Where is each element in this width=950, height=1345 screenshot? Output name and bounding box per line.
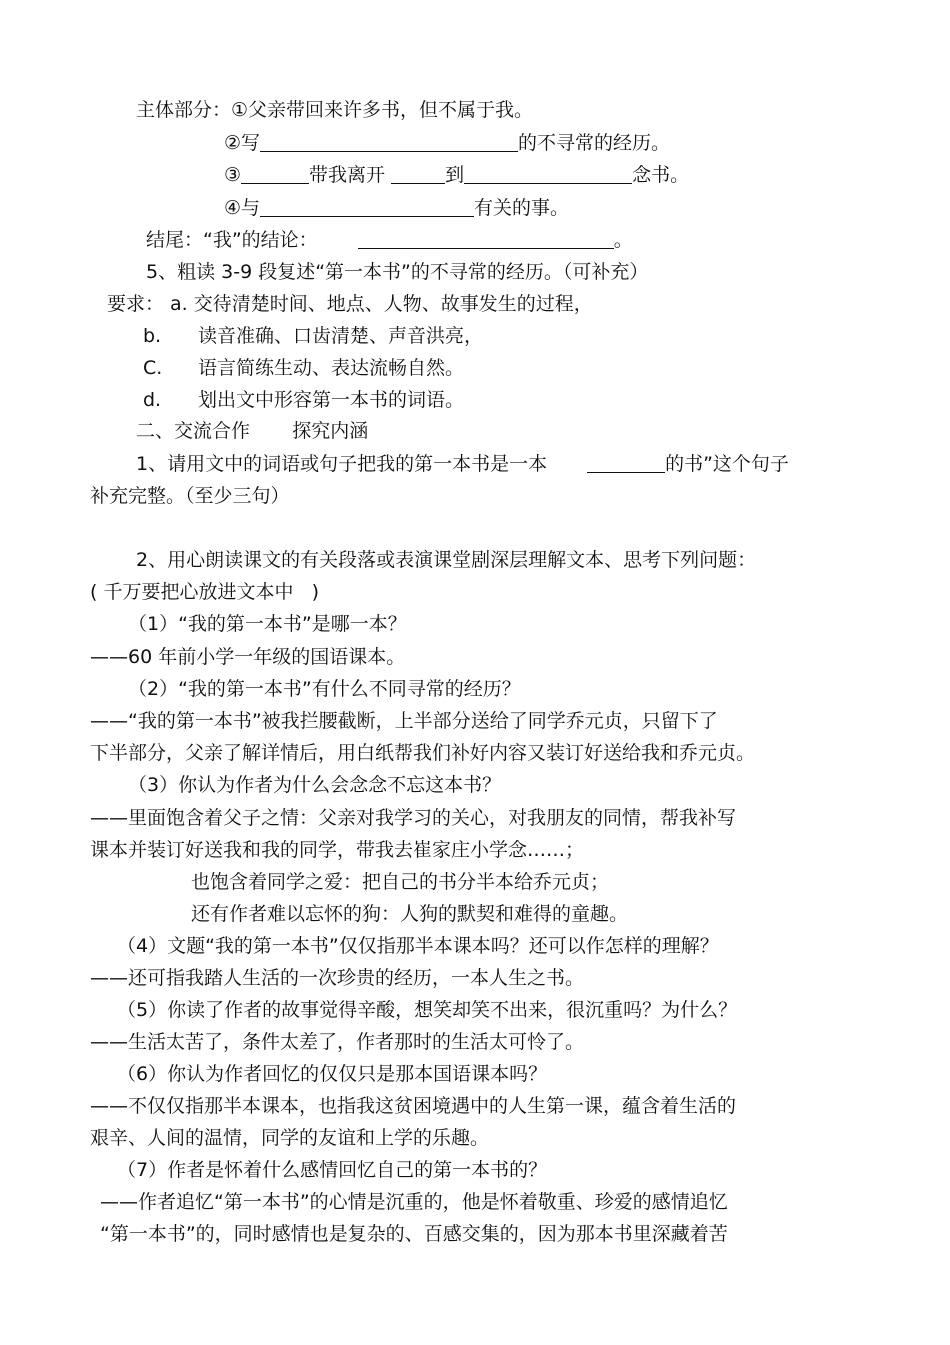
answer-2-line-2: 下半部分，父亲了解详情后，用白纸帮我们补好内容又装订好送给我和乔元贞。 <box>90 742 756 764</box>
answer-6-line-1: ——不仅仅指那半本课本，也指我这贫困境遇中的人生第一课，蕴含着生活的 <box>90 1095 737 1117</box>
question-1-line <box>136 452 789 476</box>
fill-blank <box>464 165 632 184</box>
item-4-line <box>224 196 569 220</box>
requirement-c <box>143 356 464 380</box>
item-3-suffix: 念书。 <box>632 164 690 186</box>
requirement-b-text: 读音准确、口齿清楚、声音洪亮， <box>198 325 484 347</box>
answer-1: ——60 年前小学一年级的国语课本。 <box>90 646 406 668</box>
question-2-line-1: 2、用心朗读课文的有关段落或表演课堂剧深层理解文本、思考下列问题： <box>136 549 757 571</box>
question-1-prefix: 1、请用文中的词语或句子把我的第一本书是一本 <box>136 453 548 475</box>
answer-3-line-2: 课本并装订好送我和我的同学，带我去崔家庄小学念……； <box>90 839 585 861</box>
requirement-c-text: 语言简练生动、表达流畅自然。 <box>198 357 465 379</box>
sub-question-1: （1）“我的第一本书”是哪一本？ <box>128 613 407 635</box>
answer-5: ——生活太苦了，条件太差了，作者那时的生活太可怜了。 <box>90 1031 585 1053</box>
item-3-prefix: ③ <box>224 164 242 186</box>
question-2-line-2: ( 千万要把心放进文本中 ) <box>90 581 319 603</box>
fill-blank <box>260 133 518 152</box>
question-1-continued: 补充完整。（至少三句） <box>90 485 290 507</box>
item-3-line <box>224 163 689 187</box>
answer-3-line-3: 也饱含着同学之爱：把自己的书分半本给乔元贞； <box>191 871 610 893</box>
fill-blank <box>358 230 614 249</box>
item-2-line <box>224 131 670 155</box>
fill-blank <box>587 454 665 473</box>
ending-suffix: 。 <box>613 229 633 251</box>
requirement-d-tag: d. <box>143 389 162 411</box>
requirement-b <box>143 324 483 348</box>
sub-question-3: （3）你认为作者为什么会念念不忘这本书？ <box>128 774 502 796</box>
ending-line <box>146 228 633 252</box>
requirement-b-tag: b. <box>143 325 162 347</box>
fill-blank <box>260 198 474 217</box>
requirement-c-tag: C. <box>143 357 163 379</box>
sub-question-5: （5）你读了作者的故事觉得辛酸，想笑却笑不出来，很沉重吗？为什么？ <box>117 999 738 1021</box>
requirement-d <box>143 388 464 412</box>
answer-2-line-1: ——“我的第一本书”被我拦腰截断，上半部分送给了同学乔元贞，只留下了 <box>90 710 718 732</box>
answer-7-line-2: “第一本书”的，同时感情也是复杂的、百感交集的，因为那本书里深藏着苦 <box>100 1223 728 1245</box>
sub-question-7: （7）作者是怀着什么感情回忆自己的第一本书的？ <box>117 1159 548 1181</box>
requirement-a: 要求： a. 交待清楚时间、地点、人物、故事发生的过程， <box>107 293 593 315</box>
task-5: 5、粗读 3-9 段复述“第一本书”的不寻常的经历。（可补充） <box>146 261 649 283</box>
answer-6-line-2: 艰辛、人间的温情，同学的友谊和上学的乐趣。 <box>90 1127 490 1149</box>
section-2-heading: 二、交流合作 探究内涵 <box>136 420 369 442</box>
sub-question-4: （4）文题“我的第一本书”仅仅指那半本课本吗？还可以作怎样的理解？ <box>117 935 719 957</box>
item-2-prefix: ②写 <box>224 132 261 154</box>
fill-blank <box>391 165 445 184</box>
sub-question-2: （2）“我的第一本书”有什么不同寻常的经历？ <box>128 678 521 700</box>
item-4-prefix: ④与 <box>224 197 261 219</box>
item-4-suffix: 有关的事。 <box>474 197 570 219</box>
answer-7-line-1: ——作者追忆“第一本书”的心情是沉重的，他是怀着敬重、珍爱的感情追忆 <box>100 1191 728 1213</box>
ending-prefix: 结尾：“我”的结论： <box>146 229 318 251</box>
item-2-suffix: 的不寻常的经历。 <box>518 132 671 154</box>
answer-3-line-1: ——里面饱含着父子之情：父亲对我学习的关心，对我朋友的同情，帮我补写 <box>90 807 737 829</box>
answer-4: ——还可指我踏人生活的一次珍贵的经历，一本人生之书。 <box>90 967 585 989</box>
requirement-d-text: 划出文中形容第一本书的词语。 <box>198 389 465 411</box>
answer-3-line-4: 还有作者难以忘怀的狗：人狗的默契和难得的童趣。 <box>191 903 629 925</box>
item-3-mid: 带我离开 <box>309 164 386 186</box>
question-1-suffix: 的书”这个句子 <box>665 453 789 475</box>
sub-question-6: （6）你认为作者回忆的仅仅只是那本国语课本吗？ <box>117 1063 548 1085</box>
main-part-label: 主体部分：①父亲带回来许多书，但不属于我。 <box>136 99 534 121</box>
item-3-to: 到 <box>445 164 465 186</box>
fill-blank <box>241 165 309 184</box>
